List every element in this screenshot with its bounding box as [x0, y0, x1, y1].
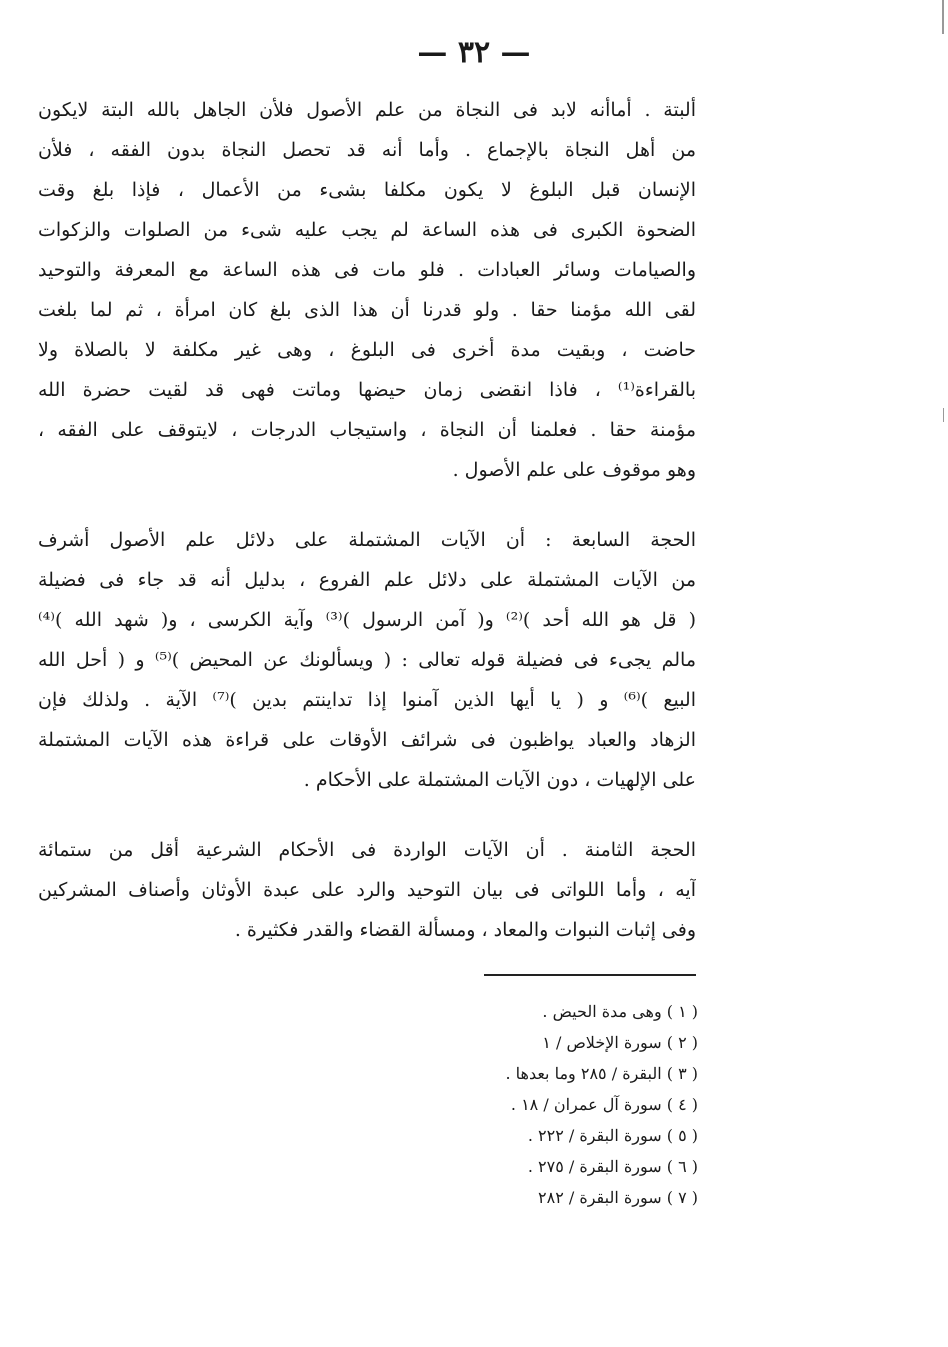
text-line: الضحوة الكبرى فى هذه الساعة لم يجب عليه شىء من الصلوات والزكوات [38, 219, 696, 241]
scan-edge-mark [943, 408, 944, 422]
paragraph-2 [38, 520, 696, 800]
text-line: ألبتة . أماأنه لابد فى النجاة من علم الأصول فلأن الجاهل بالله البتة لايكون [38, 99, 696, 121]
footnote: ( ١ ) وهى مدة الحيض . [542, 1002, 698, 1021]
text-line: مؤمنة حقا . فعلمنا أن النجاة ، واستيجاب الدرجات ، لايتوقف على الفقه ، [38, 419, 696, 441]
footnotes [430, 996, 698, 1213]
text-line: لقى الله مؤمنا حقا . ولو قدرنا أن هذا الذى بلغ كان امرأة ، ثم لما بلغت [38, 299, 696, 321]
text-line: الزهاد والعباد يواظبون فى شرائف الأوقات على قراءة هذه الآيات المشتملة [38, 729, 696, 751]
scan-edge-mark [942, 0, 944, 34]
text-line: آيه ، وأما اللواتى فى بيان التوحيد والرد على عبدة الأوثان وأصناف المشركين [38, 879, 696, 901]
text-line: بالقراءة⁽¹⁾ ، فاذا انقضى زمان حيضها وماتت فهى قد لقيت حضرة الله [38, 379, 696, 401]
text-line: البيع )⁽⁶⁾ و ( يا أيها الذين آمنوا إذا تداينتم بدين )⁽⁷⁾ الآية . ولذلك فإن [38, 689, 696, 711]
footnote: ( ٦ ) سورة البقرة / ٢٧٥ . [527, 1157, 698, 1176]
text-line: على الإلهيات ، دون الآيات المشتملة على الأحكام . [303, 769, 696, 791]
text-line: وهو موقوف على علم الأصول . [452, 459, 696, 481]
footnote: ( ٤ ) سورة آل عمران / ١٨ . [510, 1095, 698, 1114]
text-line: الحجة الثامنة . أن الآيات الواردة فى الأحكام الشرعية أقل من ستمائة [38, 839, 696, 861]
footnote: ( ٥ ) سورة البقرة / ٢٢٢ . [527, 1126, 698, 1145]
footnote-divider [484, 974, 696, 976]
text-line: وفى إثبات النبوات والمعاد ، ومسألة القضاء والقدر فكثيرة . [234, 919, 696, 941]
text-line: من الآيات المشتملة على دلائل علم الفروع ، بدليل أنه قد جاء فى فضيلة [38, 569, 696, 591]
text-line: من أهل النجاة بالإجماع . وأما أنه قد تحصل النجاة بدون الفقه ، فلأن [38, 139, 696, 161]
paragraph-1 [38, 90, 696, 490]
text-line: حاضت ، وبقيت مدة أخرى فى البلوغ ، وهى غير مكلفة لا بالصلاة ولا [38, 339, 696, 361]
page-number: — ٣٢ — [417, 35, 531, 70]
paragraph-3 [38, 830, 696, 950]
footnote: ( ٣ ) البقرة / ٢٨٥ وما بعدها . [505, 1064, 698, 1083]
footnote: ( ٧ ) سورة البقرة / ٢٨٢ [538, 1188, 698, 1207]
text-line: والصيامات وسائر العبادات . فلو مات فى هذه الساعة مع المعرفة والتوحيد [38, 259, 696, 281]
text-line: ( قل هو الله أحد )⁽²⁾ و( آمن الرسول )⁽³⁾ وآية الكرسى ، و( شهد الله )⁽⁴⁾ [38, 609, 696, 631]
text-line: الإنسان قبل البلوغ لا يكون مكلفا بشىء من الأعمال ، فإذا بلغ وقت [38, 179, 696, 201]
text-line: الحجة السابعة : أن الآيات المشتملة على دلائل علم الأصول أشرف [38, 529, 696, 551]
text-line: مالم يجىء فى فضيلة قوله تعالى : ( ويسألونك عن المحيض )⁽⁵⁾ و ( أحل الله [38, 649, 696, 671]
footnote: ( ٢ ) سورة الإخلاص / ١ [542, 1033, 698, 1052]
